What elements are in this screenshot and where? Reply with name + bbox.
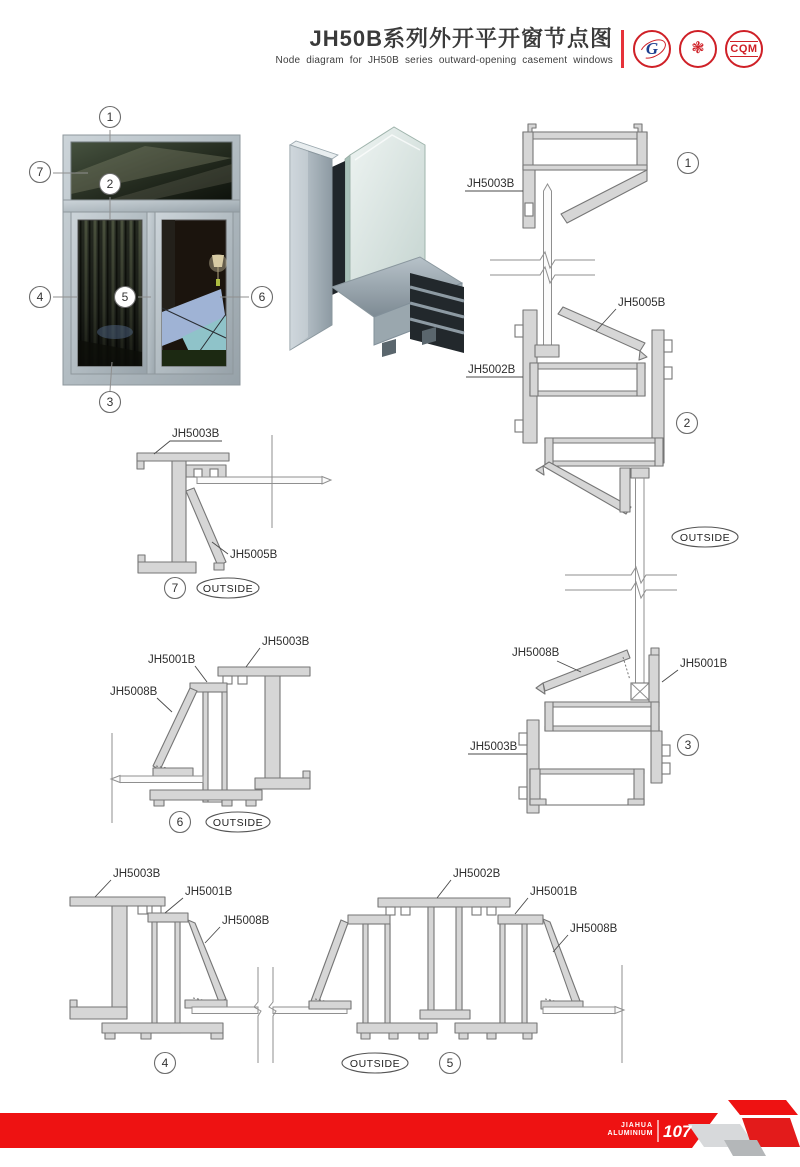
svg-text:7: 7 [171, 581, 179, 595]
svg-text:5: 5 [446, 1056, 454, 1070]
label-jh5003b: JH5003B [113, 868, 161, 880]
svg-text:4: 4 [36, 290, 44, 304]
footer-deco-parallelogram [728, 1100, 798, 1115]
footer-brand-line1: JIAHUA [620, 1122, 653, 1129]
svg-text:2: 2 [683, 416, 691, 430]
section-6-drawing [80, 620, 345, 850]
svg-text:5: 5 [121, 290, 129, 304]
svg-text:1: 1 [684, 156, 692, 170]
window-overview-illustration [20, 100, 290, 420]
section-7-drawing [110, 415, 345, 615]
glass-line [192, 1007, 258, 1014]
label-jh5002b: JH5002B [468, 364, 516, 376]
footer-brand-line2: ALUMINIUM [607, 1130, 653, 1137]
label-jh5001b: JH5001B [148, 654, 196, 666]
window-photo [63, 135, 240, 385]
profile-3d-render [262, 115, 472, 405]
gb-logo-letter: G [645, 39, 659, 58]
svg-text:3: 3 [684, 738, 692, 752]
svg-text:6: 6 [258, 290, 266, 304]
flower-icon: ❃ [691, 40, 705, 57]
svg-text:4: 4 [161, 1056, 169, 1070]
label-jh5008b: JH5008B [110, 686, 158, 698]
label-jh5001b: JH5001B [185, 886, 233, 898]
cqm-logo [725, 30, 763, 68]
label-jh5001b: JH5001B [530, 886, 578, 898]
label-jh5002b: JH5002B [453, 868, 501, 880]
footer-page-number: 107 [663, 1122, 692, 1141]
svg-text:3: 3 [106, 395, 114, 409]
svg-text:OUTSIDE: OUTSIDE [349, 1058, 401, 1070]
section-4-drawing [70, 868, 347, 1074]
label-jh5008b: JH5008B [570, 923, 618, 935]
label-jh5003b: JH5003B [467, 178, 515, 190]
label-jh5003b: JH5003B [172, 428, 220, 440]
certification-logos [633, 30, 763, 68]
svg-text:1: 1 [106, 110, 114, 124]
footer [0, 1098, 800, 1167]
svg-text:OUTSIDE: OUTSIDE [679, 532, 731, 544]
label-jh5003b: JH5003B [470, 741, 518, 753]
section-drawing-right-column [455, 105, 785, 820]
svg-text:2: 2 [106, 177, 114, 191]
section-drawing-bottom-row [45, 858, 655, 1088]
svg-text:OUTSIDE: OUTSIDE [212, 817, 264, 829]
glass-line [543, 1007, 615, 1014]
label-jh5005b: JH5005B [230, 549, 278, 561]
svg-text:7: 7 [36, 165, 44, 179]
label-jh5003b: JH5003B [262, 636, 310, 648]
cqm-logo-text: CQM [730, 43, 758, 55]
label-jh5001b: JH5001B [680, 658, 728, 670]
page-title: JH50B系列外开平开窗节点图 [309, 26, 613, 51]
svg-text:6: 6 [176, 815, 184, 829]
svg-text:OUTSIDE: OUTSIDE [202, 583, 254, 595]
label-jh5008b: JH5008B [512, 647, 560, 659]
quality-seal-logo [679, 30, 717, 68]
lamp-icon [212, 255, 224, 267]
header-divider [621, 30, 624, 68]
section-5-drawing [309, 868, 624, 1074]
page-header [276, 26, 613, 66]
gb-logo [633, 30, 671, 68]
glass-line [197, 477, 322, 484]
section-3-drawing [468, 647, 728, 813]
glass-line [120, 776, 203, 783]
page-subtitle: Node diagram for JH50B series outward-opening casement windows [275, 55, 613, 66]
section-2-drawing [466, 297, 738, 683]
label-jh5008b: JH5008B [222, 915, 270, 927]
label-jh5005b: JH5005B [618, 297, 666, 309]
